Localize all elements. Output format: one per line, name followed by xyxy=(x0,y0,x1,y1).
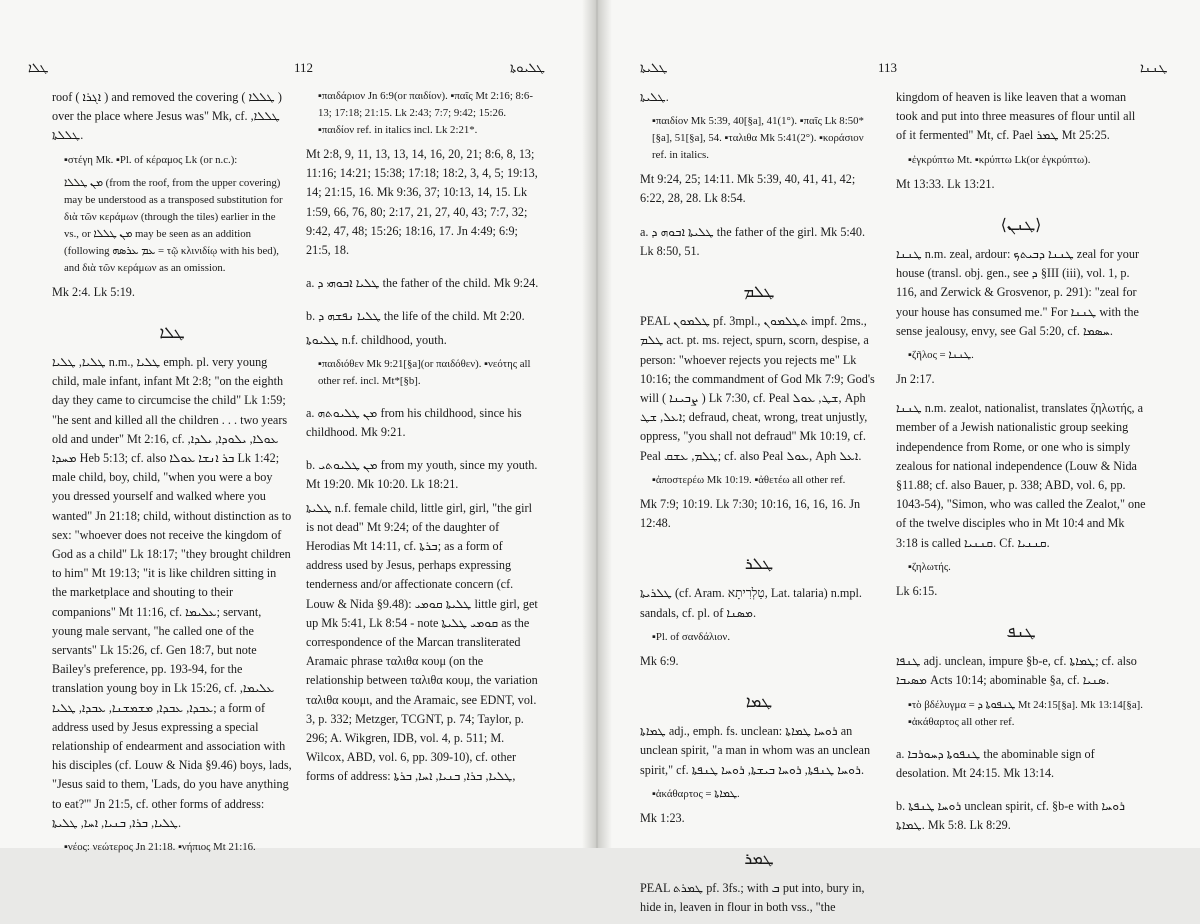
section-root-heading: ܛܠܪ xyxy=(744,556,774,574)
example-line: b. ܡܢ ܛܠܝܘܬܝ from my youth, since my youth. Mt 19:20. Mk 10:20. Lk 18:21. xyxy=(306,458,538,492)
entry-paragraph: ܛܢܦܐ adj. unclean, impure §b-e, cf. ܛܡܐܬܐ; cf. also ܡܣܝܒܐ Acts 10:14; abominable §a, cf. ܣܢܝܐ. xyxy=(896,654,1137,688)
greek-note: ܡܢ ܛܠܠܐ (from the roof, from the upper covering) may be understood as a transposed substitution for διὰ τῶν κεράμων (through the tiles) earlier in the vs., or ܡܢ ܛܠܠܐ may be seen as an addition (following ܥܡ ܥܪܣܗ = τῷ κλινιδίῳ with his bed), and διὰ τῶν κεράμων as an omission. xyxy=(64,176,283,274)
book-gutter xyxy=(582,0,612,848)
greek-note: ▪νέος: νεώτερος Jn 21:18. ▪νήπιος Mt 21:16. xyxy=(64,841,256,854)
entry-paragraph: roof ( ܐܓܪܐ ) and removed the covering ( ܛܠܠܐ ) over the place where Jesus was" Mk, cf. ܛܠܠܐ, ܛܠܠܬܐ. xyxy=(52,90,282,143)
left-running-head-left: ܛܠܐ xyxy=(28,60,49,75)
greek-note: ▪Pl. of σανδάλιον. xyxy=(652,630,731,643)
left-column-1 xyxy=(52,88,292,862)
entry-paragraph: ܛܠܝܬܐ. xyxy=(640,90,669,104)
example-line: b. ܛܠܝܐ ܢܦܫܗ ܕ the life of the child. Mt 2:20. xyxy=(306,309,525,324)
entry-paragraph: ܛܢܢܐ n.m. zeal, ardour: ܛܢܢܐ ܕܒܝܬܟ zeal for your house (transl. obj. gen., see ܕ §III (iii), vol. 1, p. 116, and Zerwick & Grosvenor, p. 291): "zeal for your house has consumed me." For ܛܢܢܐ with the sense jealousy, envy, see Gal 5:20, cf. ܚܣܡܐ. xyxy=(896,247,1140,338)
left-page xyxy=(0,0,596,854)
section-root-heading: ܛܡܪ xyxy=(744,851,774,869)
right-page xyxy=(600,0,1200,915)
section-root-heading: ܛܠܐ xyxy=(159,324,185,342)
example-line: b. ܪܘܚܐ ܛܢܦܬܐ unclean spirit, cf. §b-e with ܪܘܚܐ ܛܡܐܬܐ. Mk 5:8. Lk 8:29. xyxy=(896,799,1126,833)
greek-note: ▪ζηλωτής. xyxy=(908,560,951,573)
entry-paragraph: kingdom of heaven is like leaven that a woman took and put into three measures of flour until all of it fermented" Mt, cf. Pael ܛܡܪ Mt 25:25. xyxy=(896,90,1136,143)
greek-note: ▪ἀκάθαρτος = ܛܡܐܬܐ. xyxy=(652,787,740,800)
example-line: a. ܛܠܝܬܐ ܐܒܘܗ ܕ the father of the girl. Mk 5:40. Lk 8:50, 51. xyxy=(640,224,866,258)
section-root-heading: ܛܠܡ xyxy=(743,284,775,302)
right-column-2 xyxy=(896,88,1146,839)
reference-line: Jn 2:17. xyxy=(896,372,935,387)
example-line: a. ܛܢܦܘܬܐ ܕܚܘܪܒܐ the abominable sign of desolation. Mt 24:15. Mk 13:14. xyxy=(896,746,1095,780)
greek-note: ▪ἐγκρύπτω Mt. ▪κρύπτω Lk(or ἐγκρύπτω). xyxy=(908,153,1091,166)
reference-line: Mk 7:9; 10:19. Lk 7:30; 10:16, 16, 16, 16. Jn 12:48. xyxy=(640,496,861,531)
entry-paragraph: ܛܠܝܘܬܐ n.f. childhood, youth. xyxy=(306,332,447,347)
right-running-head-left: ܛܠܝܬܐ xyxy=(640,60,668,75)
reference-line: Mt 9:24, 25; 14:11. Mk 5:39, 40, 41, 41, 42; 6:22, 28, 28. Lk 8:54. xyxy=(640,172,856,206)
greek-note: ▪στέγη Mk. ▪Pl. of κέραμος Lk (or n.c.): xyxy=(64,153,238,166)
entry-paragraph: ܛܠܪܝܬܐ (cf. Aram. טַלְרִיתָא, Lat. talaria) n.mpl. sandals, cf. pl. of ܡܣܢܐ. xyxy=(640,586,862,620)
reference-line: Mt 2:8, 9, 11, 13, 13, 14, 16, 20, 21; 8:6, 8, 13; 11:16; 14:21; 15:38; 17:18; 18:2, 3, 4, 5; 19:13, 14; 21:15, 16. Mk 9:36, 37; 10:13, 14, 15. Lk 1:59, 66, 76, 80; 2:17, 21, 27, 40, 43; 7:7, 32; 9:42, 47, 48; 15:26; 18:16, 17. Jn 4:49; 6:9; 21:5, 18. xyxy=(306,147,538,258)
right-running-head-right: ܛܢܢܐ xyxy=(1140,60,1168,75)
reference-line: Mt 13:33. Lk 13:21. xyxy=(896,176,995,191)
left-running-head-right: ܛܠܝܘܬܐ xyxy=(510,60,545,75)
reference-line: Mk 6:9. xyxy=(640,653,679,668)
entry-paragraph: PEAL ܛܠܡܘܢ pf. 3mpl., ܬܛܠܡܘܢ impf. 2ms., ܛܠܡ act. pt. ms. reject, spurn, scorn, despise, a person: "whoever rejects you rejects me" Lk 10:16; the commandment of God Mk 7:9; God's will ( ܨܒܝܢܐ ) Lk 7:30, cf. Peal ܫܛ, ܥܘܠ, Aph ܐܥܠ, ܫܛ; defraud, cheat, wrong, treat unjustly, oppress, "you shall not defraud" Mk 10:19, cf. Peal ܛܠܡ, ܥܫܩ; cf. also Peal ܥܘܠ, Aph ܐܥܠ. xyxy=(640,314,875,463)
reference-line: Mk 1:23. xyxy=(640,810,685,825)
greek-note: ▪ζῆλος = ܛܢܢܐ. xyxy=(908,349,974,362)
right-page-number: 113 xyxy=(878,60,898,75)
greek-note: ▪ἀποστερέω Mk 10:19. ▪ἀθετέω all other ref. xyxy=(652,473,846,486)
reference-line: Lk 6:15. xyxy=(896,583,938,598)
greek-note: ▪παιδιόθεν Mk 9:21[§a](or παιδόθεν). ▪νεότης all other ref. incl. Mt*[§b]. xyxy=(318,357,531,387)
section-root-heading: ܛܢܦ xyxy=(1006,624,1036,642)
greek-note: ▪παιδίον Mk 5:39, 40[§a], 41(1°). ▪παῖς Lk 8:50*[§a], 51[§a], 54. ▪ταλιθα Mk 5:41(2°). ▪κοράσιον ref. in italics. xyxy=(652,115,864,162)
example-line: a. ܡܢ ܛܠܝܘܬܗ from his childhood, since his childhood. Mk 9:21. xyxy=(306,405,522,440)
example-line: a. ܛܠܝܐ ܐܒܘܗܝ ܕ the father of the child. Mk 9:24. xyxy=(306,276,539,291)
greek-note: ▪τὸ βδέλυγμα = ܛܢܦܘܬܐ ܕ Mt 24:15[§a]. Mk 13:14[§a]. ▪ἀκάθαρτος all other ref. xyxy=(908,698,1143,728)
left-page-number: 112 xyxy=(294,60,314,75)
section-root-heading: ܛܡܐ xyxy=(745,694,773,712)
section-root-heading: ⟨ܛܢܢ⟩ xyxy=(1000,216,1042,234)
greek-note: ▪παιδάριον Jn 6:9(or παιδίον). ▪παῖς Mt 2:16; 8:6-13; 17:18; 21:15. Lk 2:43; 7:7; 9:42; 15:26. ▪παιδίον ref. in italics incl. Lk 2:21*. xyxy=(318,90,533,136)
entry-paragraph: ܛܡܐܬܐ adj., emph. fs. unclean: ܪܘܚܐ ܛܡܐܬܐ an unclean spirit, "a man in whom was an unclean spirit," cf. ܪܘܚܐ ܛܢܦܬܐ, ܪܘܚܐ ܒܝܫܬܐ, ܪܘܚܐ ܛܢܦܬܐ. xyxy=(640,724,871,777)
entry-paragraph: ܛܢܢܐ n.m. zealot, nationalist, translates ζηλωτής, a member of a Jewish nationalistic group seeking independence from Rome, or one who is simply zealous for national independence (Louw & Nida §11.88; cf. also Bauer, p. 338; ABD, vol. 6, pp. 1043-54), "Simon, who was called the Zealot," one of the twelve disciples who in Mt 10:4 and Mk 3:18 is called ܩܢܢܝܐ. Cf. ܩܢܢܝܐ. xyxy=(896,401,1146,550)
left-column-2 xyxy=(306,88,542,793)
entry-paragraph: ܛܠܝܬܐ n.f. female child, little girl, girl, "the girl is not dead" Mt 9:24; of the daughter of Herodias Mt 14:11, cf. ܒܪܬܐ; as a form of address used by Jesus, perhaps expressing tenderness and/or affectionate concern (cf. Louw & Nida §9.48): ܛܠܝܬܐ ܩܘܡܝ little girl, get up Mk 5:41, Lk 8:54 - note ܩܘܡܝ ܛܠܝܬܐ as the correspondence of the Marcan transliterated Aramaic phrase ταλιθα κουμ (on the relationship between ταλιθα κουμ, the variation ταλιθα κουμι, and the Aramaic, see EDNT, vol. 3, p. 332; Metzger, TCGNT, p. 74; Taylor, p. 296; A. Wikgren, IDB, vol. 4, p. 511; M. Wilcox, ABD, vol. 6, pp. 309-10), cf. other forms of address: ܛܠܝܐ, ܒܪܐ, ܒܢܝܐ, ܐܚܐ, ܒܪܬܐ, xyxy=(306,500,538,784)
reference-line: Mk 2:4. Lk 5:19. xyxy=(52,284,135,299)
entry-paragraph: PEAL ܛܡܪܬ pf. 3fs.; with ܒ put into, bury in, hide in, leaven in flour in both vss., "the xyxy=(640,881,865,915)
right-column-1 xyxy=(640,88,878,924)
entry-paragraph: ܛܠܝܐ, ܛܠܝܐ n.m., ܛܠܝܐ emph. pl. very young child, male infant, infant Mt 2:8; "on the eighth day they came to circumcise the child" Lk 1:59; "he sent and killed all the children . . . two years old and under" Mt 2:16, cf. ܥܘܠܐ, ܝܠܘܕܐ, ܝܠܕܐ, ܡܚܕܐ Heb 5:13; cf. also ܒܪ ܐܢܫܐ ܥܘܠܐ Lk 1:42; male child, boy, child, "when you were a boy you dressed yourself and walked where you wanted" Jn 21:18; child, without distinction as to sex: "whoever does not receive the kingdom of God as a child" Lk 18:17; "they brought children to him" Mt 19:13; "it is like children sitting in the marketplace and shouting to their companions" Mt 11:16, cf. ܥܠܝܡܐ; servant, young male servant, "he called one of the servants" Lk 15:26, cf. Gen 18:7, but note Bailey's preference, pp. 193-94, for the translation young boy in Lk 15:26, cf. ܥܠܝܡܐ, ܥܒܕܐ, ܥܒܕܐ, ܡܫܡܫܢܐ, ܥܒܕܐ, ܛܠܝܐ; a form of address used by Jesus expressing a special relationship of endearment and association with his disciples (cf. Louw & Nida §9.46) boys, lads, "Jesus said to them, 'Lads, do you have anything to eat?'" Jn 21:5, cf. other forms of address: ܛܠܝܐ, ܒܪܐ, ܒܢܝܐ, ܐܚܐ, ܛܠܝܬܐ. xyxy=(52,355,292,830)
